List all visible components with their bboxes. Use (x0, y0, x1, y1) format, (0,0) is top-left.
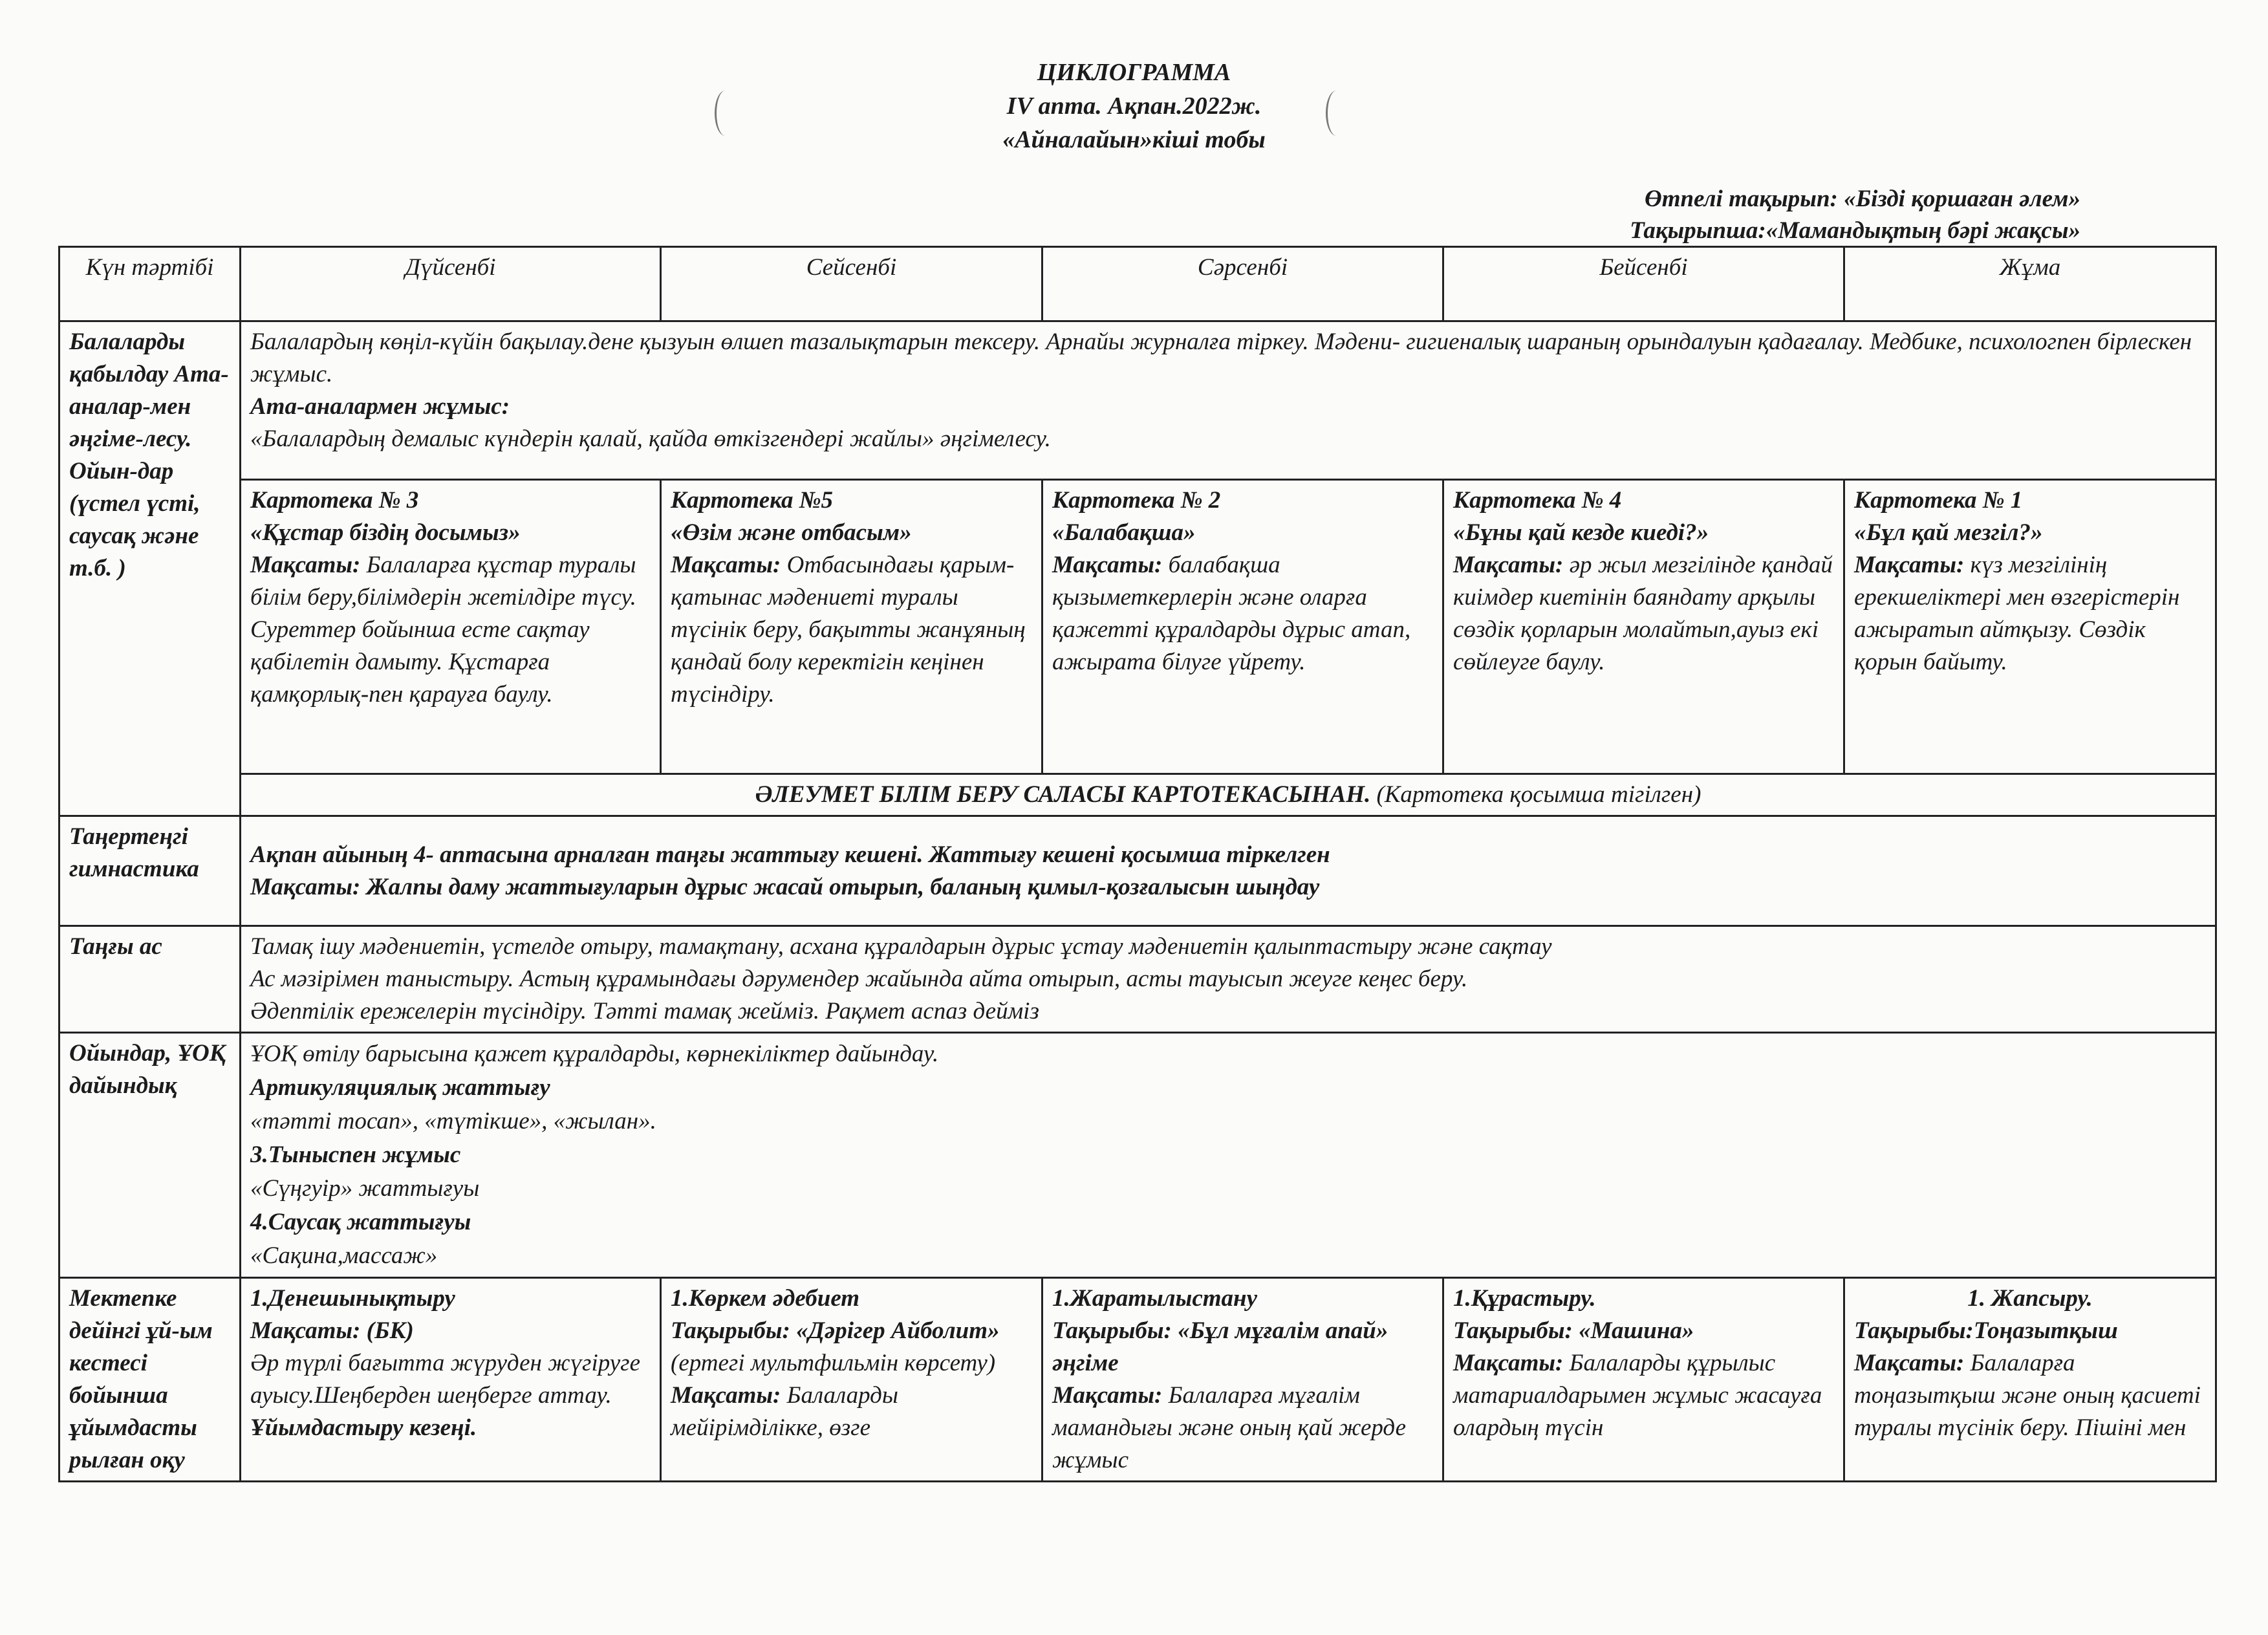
gymnastics-label: Таңертеңгі гимнастика (59, 816, 241, 926)
schedule-cell-mon (241, 1278, 661, 1482)
game-card-number: Картотека № 4 (1453, 487, 1622, 514)
lesson-text: Балаларға мұғалім мамандығы және оның қай жерде жұмыс (1052, 1382, 1406, 1473)
schedule-table (58, 246, 2217, 1482)
lesson-topic-label: Тақырыбы: (671, 1317, 790, 1344)
game-goal-text: әр жыл мезгілінде қандай киімдер киетінін баяндату арқылы сөздік қорларын молайтып,ауыз екі сөйлеуге баулу. (1453, 552, 1833, 675)
social-note-row (59, 774, 2216, 816)
lesson-topic-note: (ертегі мультфильмін көрсету) (671, 1350, 996, 1376)
doc-week: IV апта. Ақпан.2022ж. (1006, 92, 1262, 120)
lesson-subject: 1.Денешынықтыру (250, 1285, 455, 1312)
col-header-wednesday: Сәрсенбі (1042, 247, 1443, 321)
col-header-monday: Дүйсенбі (241, 247, 661, 321)
lesson-subject: 1.Көркем әдебиет (671, 1285, 860, 1312)
game-goal-text: Отбасындағы қарым-қатынас мәдениеті туралы түсінік беру, бақытты жанұяның қандай болу керектігін кеңінен түсіндіру. (671, 552, 1026, 708)
game-card-number: Картотека №5 (671, 487, 834, 514)
lesson-text: Балаларды құрылыс матариалдарымен жұмыс жасауға олардың түсін (1453, 1350, 1822, 1441)
game-card-wed (1042, 480, 1443, 774)
schedule-label: Мектепке дейінгі ұй-ым кестесі бойынша ұйымдасты рылған оқу (59, 1278, 241, 1482)
game-goal-label: Мақсаты: (1453, 552, 1564, 578)
doc-group: «Айналайын»кіші тобы (1002, 126, 1266, 153)
breakfast-line-3: Әдептілік ережелерін түсіндіру. Тәтті тамақ жейміз. Рақмет аспаз дейміз (250, 998, 1039, 1024)
col-header-thursday: Бейсенбі (1443, 247, 1844, 321)
breakfast-line-1: Тамақ ішу мәдениетін, үстелде отыру, тамақтану, асхана құралдарын дұрыс ұстау мәдениетін қалыптастыру және сақтау (250, 933, 1552, 960)
game-card-fri (1844, 480, 2216, 774)
lesson-text: Балаларға тоңазытқыш және оның қасиеті туралы түсінік беру. Пішіні мен (1854, 1350, 2201, 1441)
game-goal-label: Мақсаты: (1854, 552, 1965, 578)
prep-line-2: «тәтті тосап», «түтікше», «жылан». (250, 1108, 656, 1134)
lesson-topic: «Дәрігер Айболит» (796, 1317, 1000, 1344)
parents-heading: Ата-аналармен жұмыс: (250, 393, 510, 420)
reception-row (59, 321, 2216, 480)
lesson-goal-label: Мақсаты: (1052, 1382, 1163, 1409)
header-row (59, 247, 2216, 321)
lesson-goal-heading: Мақсаты: (БК) (250, 1317, 414, 1344)
game-card-title: «Бұны қай кезде киеді?» (1453, 519, 1709, 546)
schedule-cell-tue (661, 1278, 1042, 1482)
breakfast-label: Таңғы ас (59, 926, 241, 1033)
topic-subtheme: Тақырыпша:«Мамандықтың бәрі жақсы» (1630, 217, 2080, 244)
prep-heading-3: 4.Саусақ жаттығуы (250, 1209, 471, 1235)
prep-heading-2: 3.Тыныспен жұмыс (250, 1142, 461, 1168)
game-card-title: «Өзім және отбасым» (671, 519, 912, 546)
col-header-routine: Күн тәртібі (59, 247, 241, 321)
lesson-subject: 1.Жаратылыстану (1052, 1285, 1257, 1312)
game-card-title: «Құстар біздің досымыз» (250, 519, 521, 546)
lesson-topic-label: Тақырыбы: (1854, 1317, 1974, 1344)
prep-row (59, 1033, 2216, 1278)
game-card-title: «Балабақша» (1052, 519, 1196, 546)
gymnastics-line-1: Ақпан айының 4- аптасына арналған таңғы жаттығу кешені. Жаттығу кешені қосымша тіркелген (250, 841, 1330, 868)
lesson-subject: 1. Жапсыру. (1967, 1285, 2093, 1312)
game-card-number: Картотека № 3 (250, 487, 419, 514)
social-note-normal: (Картотека қосымша тігілген) (1376, 781, 1701, 808)
social-note-bold: ӘЛЕУМЕТ БІЛІМ БЕРУ САЛАСЫ КАРТОТЕКАСЫНАН. (755, 781, 1371, 808)
game-card-thu (1443, 480, 1844, 774)
breakfast-line-2: Ас мәзірімен таныстыру. Астың құрамындағы дәрумендер жайында айта отырып, асты тауысып жеуге кеңес беру. (250, 966, 1468, 992)
game-card-title: «Бұл қай мезгіл?» (1854, 519, 2043, 546)
lesson-text: Әр түрлі бағытта жүруден жүгіруге ауысу.Шеңберден шеңберге аттау. (250, 1350, 641, 1409)
col-header-friday: Жұма (1844, 247, 2216, 321)
gymnastics-row (59, 816, 2216, 926)
game-card-mon (241, 480, 661, 774)
topic-theme: Өтпелі тақырып: «Бізді қоршаған әлем» (1644, 186, 2080, 212)
lesson-goal-label: Мақсаты: (671, 1382, 781, 1409)
prep-cell (241, 1033, 2216, 1278)
social-note-cell (241, 774, 2216, 816)
lesson-goal-label: Мақсаты: (1854, 1350, 1965, 1376)
schedule-row (59, 1278, 2216, 1482)
lesson-topic-label: Тақырыбы: (1453, 1317, 1573, 1344)
gymnastics-line-2: Мақсаты: Жалпы даму жаттығуларын дұрыс жасай отырып, баланың қимыл-қозғалысын шыңдау (250, 874, 1320, 900)
schedule-cell-wed (1042, 1278, 1443, 1482)
game-goal-text: балабақша қызыметкерлерін және оларға қажетті құралдарды дұрыс атап, ажырата білуге үйрету. (1052, 552, 1411, 675)
lesson-subject: 1.Құрастыру. (1453, 1285, 1596, 1312)
game-goal-label: Мақсаты: (250, 552, 361, 578)
lesson-topic: Тоңазытқыш (1973, 1317, 2118, 1344)
game-card-number: Картотека № 2 (1052, 487, 1221, 514)
lesson-topic: «Бұл мұғалім апай» әңгіме (1052, 1317, 1388, 1376)
breakfast-row (59, 926, 2216, 1033)
schedule-cell-thu (1443, 1278, 1844, 1482)
prep-heading-1: Артикуляциялық жаттығу (250, 1074, 550, 1101)
schedule-cell-fri (1844, 1278, 2216, 1482)
game-card-tue (661, 480, 1042, 774)
reception-text: Балалардың көңіл-күйін бақылау.дене қызуын өлшеп тазалықтарын тексеру. Арнайы журналға тіркеу. Мәдени- гигиеналық шараның орындалуын қадағалау. Медбике, психологпен бірлескен жұмыс. (250, 329, 2192, 387)
lesson-topic-label: Тақырыбы: (1052, 1317, 1172, 1344)
game-goal-label: Мақсаты: (671, 552, 781, 578)
doc-title: ЦИКЛОГРАММА (1037, 59, 1231, 86)
lesson-topic: «Машина» (1579, 1317, 1694, 1344)
prep-line-3: «Сүңгуір» жаттығуы (250, 1175, 480, 1202)
lesson-extra: Ұйымдастыру кезеңі. (250, 1414, 477, 1441)
game-goal-text: күз мезгілінің ерекшеліктері мен өзгерістерін ажыратып айтқызу. Сөздік қорын байыту. (1854, 552, 2180, 675)
prep-line-1: ҰОҚ өтілу барысына қажет құралдарды, көрнекіліктер дайындау. (250, 1041, 939, 1067)
reception-cell (241, 321, 2216, 480)
gymnastics-cell (241, 816, 2216, 926)
game-goal-label: Мақсаты: (1052, 552, 1163, 578)
lesson-goal-label: Мақсаты: (1453, 1350, 1564, 1376)
reception-label: Балаларды қабылдау Ата-аналар-мен әңгіме-лесу. Ойын-дар (үстел үсті, саусақ және т.б. ) (59, 321, 241, 816)
game-card-number: Картотека № 1 (1854, 487, 2023, 514)
game-goal-text: Балаларға құстар туралы білім беру,білімдерін жетілдіре түсу. Суреттер бойынша есте сақтау қабілетін дамыту. Құстарға қамқорлық-пен қарауға баулу. (250, 552, 636, 708)
col-header-tuesday: Сейсенбі (661, 247, 1042, 321)
games-row (59, 480, 2216, 774)
parents-text: «Балалардың демалыс күндерін қалай, қайда өткізгендері жайлы» әңгімелесу. (250, 426, 1051, 452)
lesson-text: Балаларды мейірімділікке, өзге (671, 1382, 898, 1441)
prep-label: Ойындар, ҰОҚ дайындық (59, 1033, 241, 1278)
breakfast-cell (241, 926, 2216, 1033)
prep-line-4: «Сақина,массаж» (250, 1242, 438, 1269)
